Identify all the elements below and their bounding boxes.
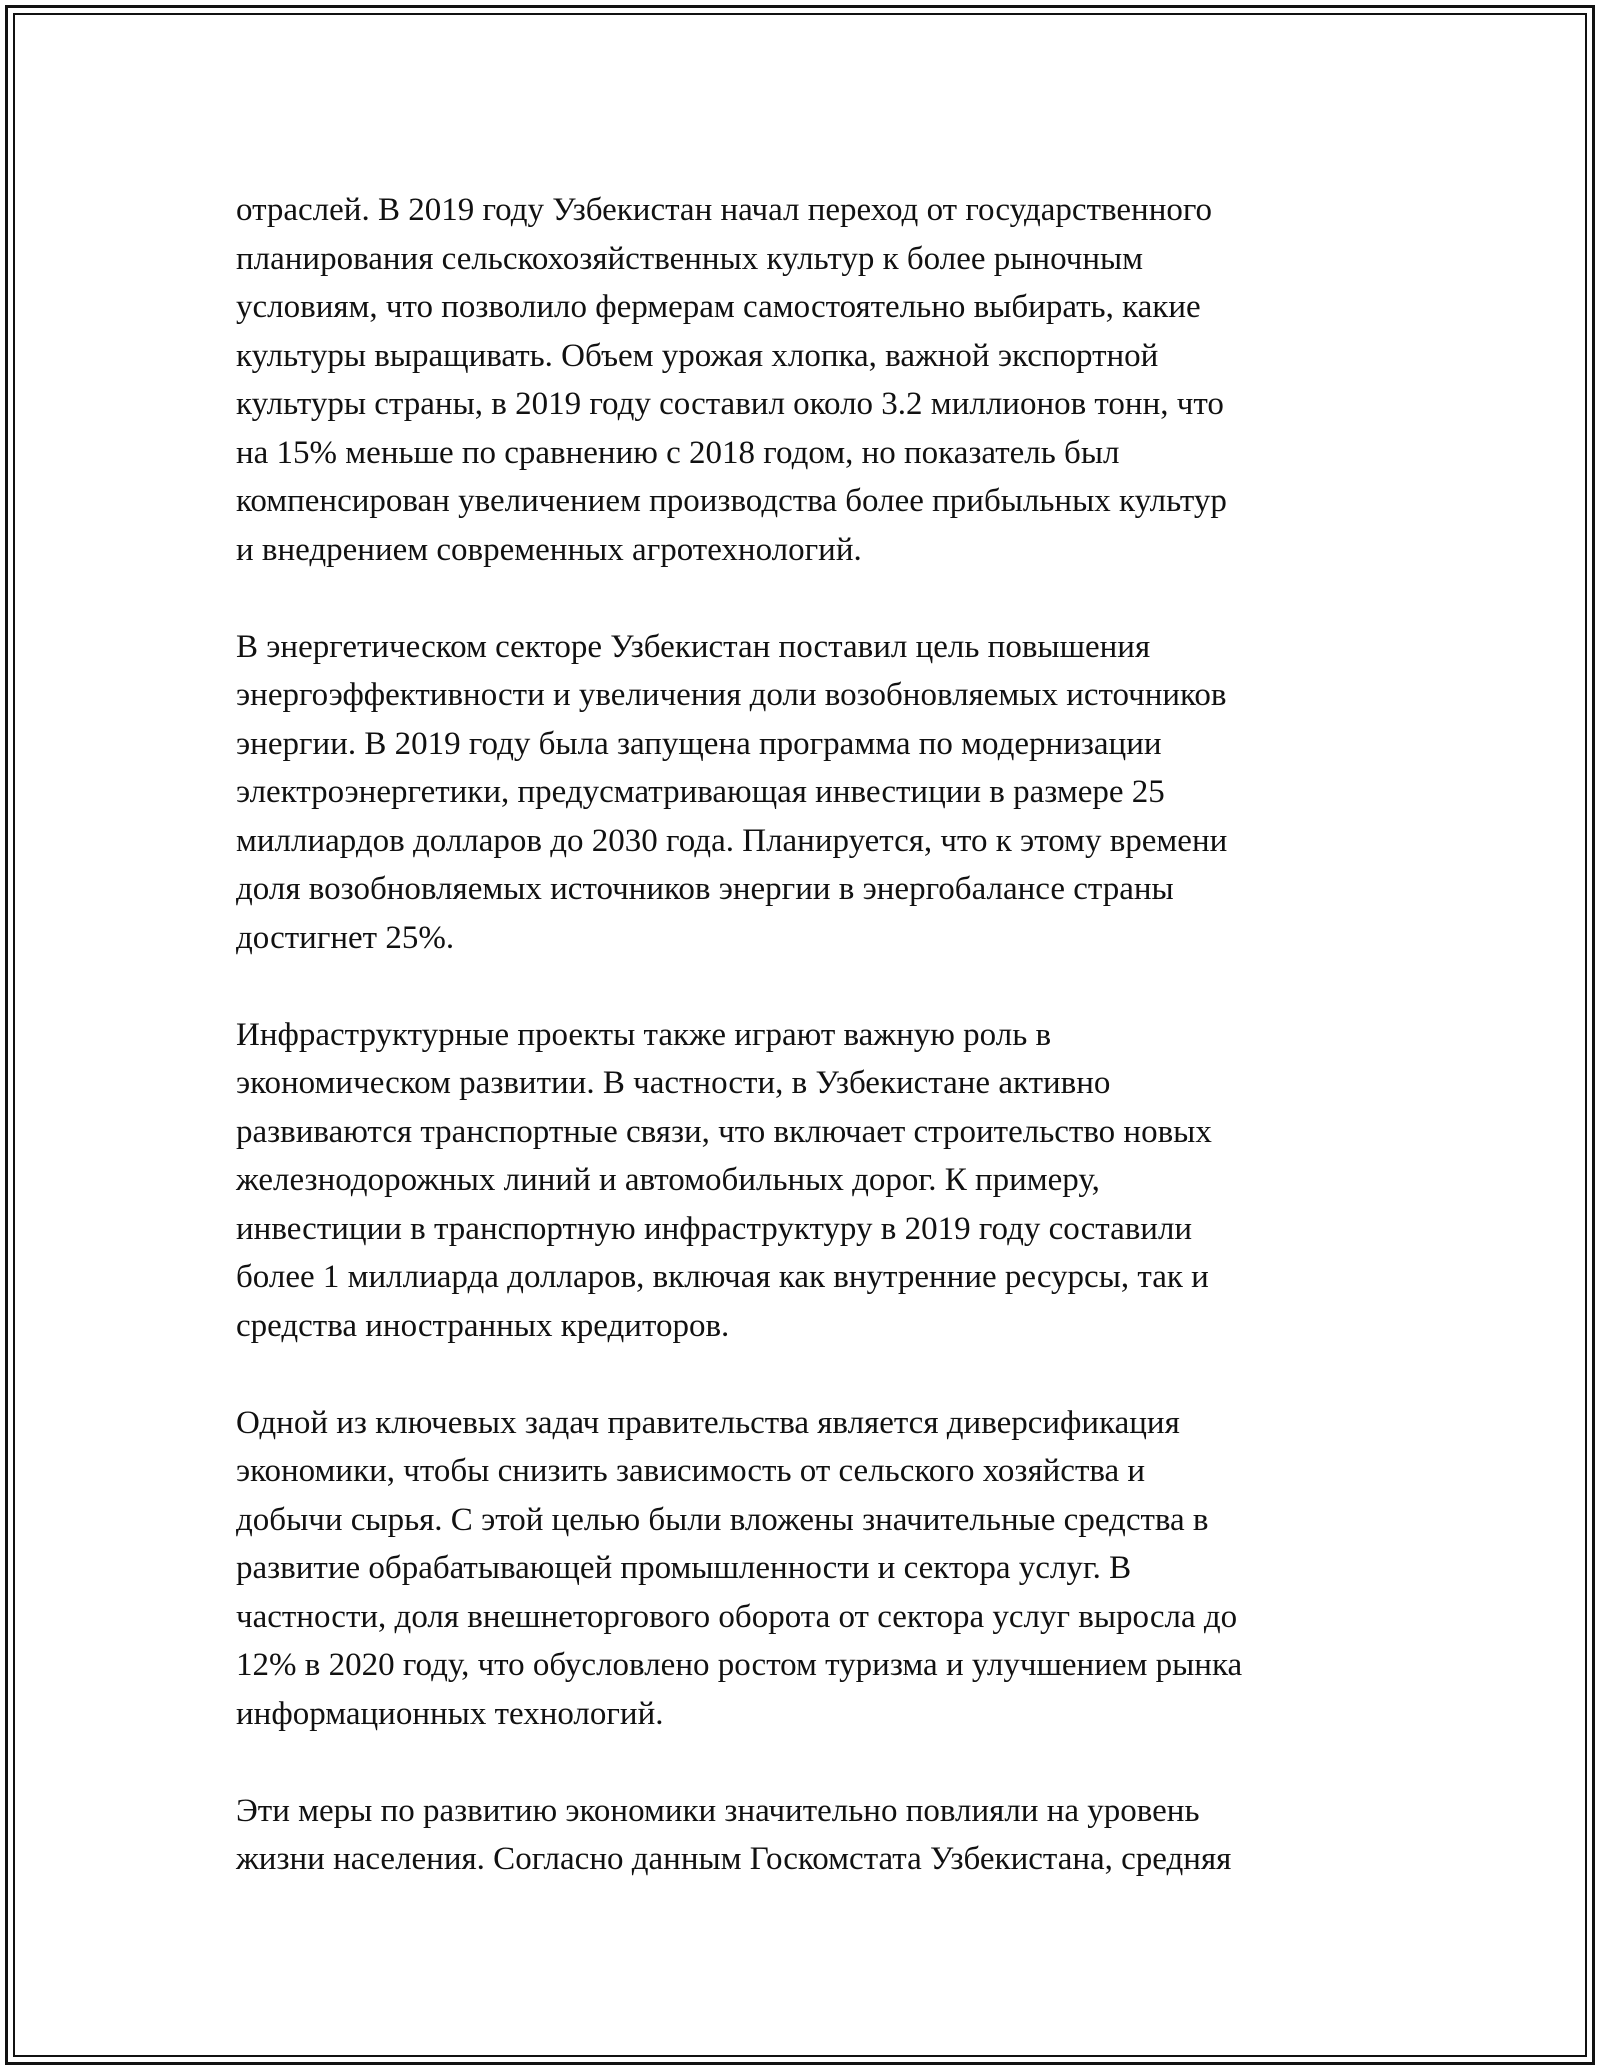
text-line: Эти меры по развитию экономики значительно повлияли на уровень bbox=[236, 1792, 1200, 1829]
text-line: В энергетическом секторе Узбекистан поставил цель повышения bbox=[236, 628, 1151, 665]
paragraph-living-standards bbox=[236, 1787, 1386, 1884]
text-line: Одной из ключевых задач правительства является диверсификация bbox=[236, 1404, 1180, 1441]
paragraph-diversification bbox=[236, 1399, 1386, 1739]
text-line: жизни населения. Согласно данным Госкомстата Узбекистана, средняя bbox=[236, 1841, 1232, 1877]
text-line: экономики, чтобы снизить зависимость от сельского хозяйства и bbox=[236, 1453, 1146, 1489]
text-line: экономическом развитии. В частности, в Узбекистане активно bbox=[236, 1065, 1111, 1101]
text-line: отраслей. В 2019 году Узбекистан начал переход от государственного bbox=[236, 192, 1213, 228]
text-line: более 1 миллиарда долларов, включая как внутренние ресурсы, так и bbox=[236, 1259, 1209, 1295]
text-line: частности, доля внешнеторгового оборота от сектора услуг выросла до bbox=[236, 1598, 1238, 1635]
text-line: информационных технологий. bbox=[236, 1695, 664, 1732]
text-line: доля возобновляемых источников энергии в энергобалансе страны bbox=[236, 871, 1174, 907]
paragraph-energy bbox=[236, 623, 1386, 963]
text-line: условиям, что позволило фермерам самостоятельно выбирать, какие bbox=[236, 289, 1201, 325]
text-line: добычи сырья. С этой целью были вложены значительные средства в bbox=[236, 1501, 1209, 1538]
text-line: компенсирован увеличением производства более прибыльных культур bbox=[236, 483, 1227, 519]
text-line: планирования сельскохозяйственных культур к более рыночным bbox=[236, 240, 1144, 277]
text-line: и внедрением современных агротехнологий. bbox=[236, 531, 862, 568]
text-line: Инфраструктурные проекты также играют важную роль в bbox=[236, 1016, 1052, 1053]
document-body bbox=[236, 186, 1386, 1932]
paragraph-infrastructure bbox=[236, 1011, 1386, 1351]
text-line: электроэнергетики, предусматривающая инвестиции в размере 25 bbox=[236, 774, 1165, 810]
text-line: инвестиции в транспортную инфраструктуру в 2019 году составили bbox=[236, 1210, 1193, 1247]
text-line: развитие обрабатывающей промышленности и сектора услуг. В bbox=[236, 1550, 1132, 1586]
text-line: энергоэффективности и увеличения доли возобновляемых источников bbox=[236, 677, 1227, 713]
text-line: культуры выращивать. Объем урожая хлопка, важной экспортной bbox=[236, 337, 1159, 374]
text-line: энергии. В 2019 году была запущена программа по модернизации bbox=[236, 725, 1162, 762]
text-line: миллиардов долларов до 2030 года. Планируется, что к этому времени bbox=[236, 822, 1228, 859]
text-line: достигнет 25%. bbox=[236, 919, 455, 956]
text-line: на 15% меньше по сравнению с 2018 годом, но показатель был bbox=[236, 434, 1120, 471]
text-line: средства иностранных кредиторов. bbox=[236, 1307, 730, 1344]
text-line: 12% в 2020 году, что обусловлено ростом туризма и улучшением рынка bbox=[236, 1647, 1243, 1683]
text-line: развиваются транспортные связи, что включает строительство новых bbox=[236, 1113, 1212, 1150]
text-line: железнодорожных линий и автомобильных дорог. К примеру, bbox=[236, 1162, 1100, 1198]
paragraph-agriculture bbox=[236, 186, 1386, 574]
text-line: культуры страны, в 2019 году составил около 3.2 миллионов тонн, что bbox=[236, 386, 1224, 422]
